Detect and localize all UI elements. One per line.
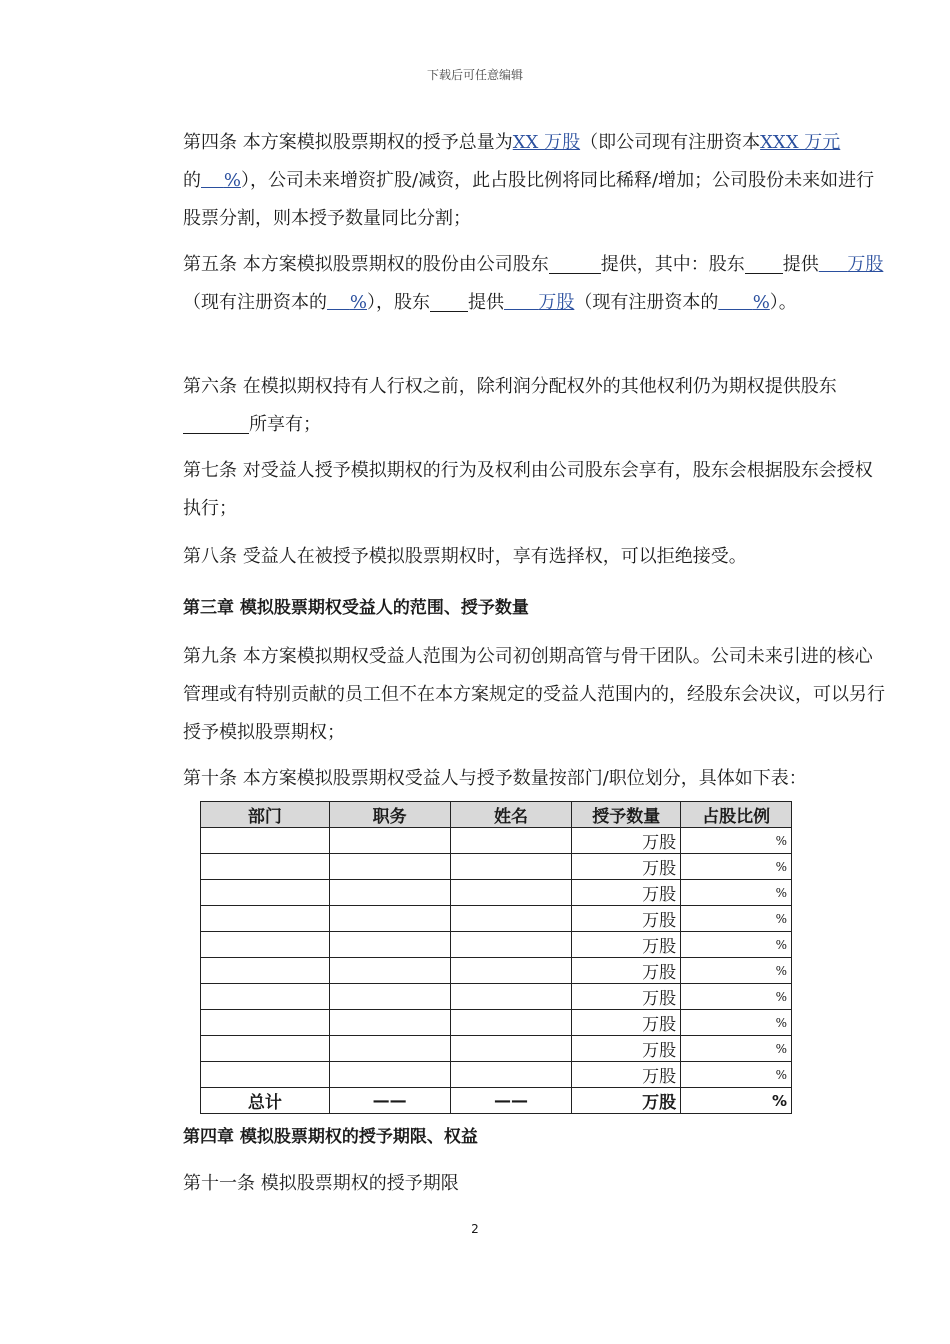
article-11: 第十一条 模拟股票期权的授予期限 [183, 1173, 459, 1194]
quantity-cell[interactable]: 万股 [572, 932, 681, 958]
table-header-row [201, 802, 792, 828]
article-10: 第十条 本方案模拟股票期权受益人与授予数量按部门/职位划分，具体如下表： [183, 768, 807, 789]
department-cell[interactable] [201, 932, 330, 958]
pct-a-blank[interactable]: % [349, 292, 367, 313]
table-row [201, 854, 792, 880]
table-row [201, 984, 792, 1010]
ratio-cell[interactable]: % [681, 906, 792, 932]
ratio-cell[interactable]: % [681, 932, 792, 958]
col-grant-quantity: 授予数量 [572, 802, 681, 828]
position-cell[interactable] [329, 880, 450, 906]
quantity-cell[interactable]: 万股 [572, 958, 681, 984]
name-cell[interactable] [450, 906, 572, 932]
department-cell[interactable] [201, 906, 330, 932]
table-row [201, 932, 792, 958]
department-cell[interactable] [201, 828, 330, 854]
page-header: 下载后可任意编辑 [426, 68, 523, 82]
position-cell[interactable] [329, 958, 450, 984]
page-number: 2 [471, 1222, 479, 1236]
total-shares-link[interactable]: XX 万股 [512, 132, 581, 153]
percentage-blank[interactable]: % [223, 170, 241, 191]
total-position-dash: —— [329, 1088, 450, 1114]
article-5: 第五条 本方案模拟股票期权的股份由公司股东 提供，其中：股东 提供 万股（现有注册资本的 %），股东 提供 万股（现有注册资本的 %）。 [145, 246, 888, 322]
department-cell[interactable] [201, 1036, 330, 1062]
department-cell[interactable] [201, 1010, 330, 1036]
position-cell[interactable] [329, 854, 450, 880]
quantity-cell[interactable]: 万股 [572, 1010, 681, 1036]
shareholder-a-blank[interactable] [745, 251, 783, 274]
table-row [201, 828, 792, 854]
quantity-cell[interactable]: 万股 [572, 1036, 681, 1062]
quantity-cell[interactable]: 万股 [572, 1062, 681, 1088]
table-row [201, 1062, 792, 1088]
name-cell[interactable] [450, 1036, 572, 1062]
name-cell[interactable] [450, 1062, 572, 1088]
department-cell[interactable] [201, 854, 330, 880]
article-7: 第七条 对受益人授予模拟期权的行为及权利由公司股东会享有，股东会根据股东会授权执行； [183, 460, 873, 519]
ratio-cell[interactable]: % [681, 1062, 792, 1088]
total-ratio-cell[interactable]: % [681, 1088, 792, 1114]
name-cell[interactable] [450, 854, 572, 880]
shareholder-b-blank[interactable] [430, 289, 468, 312]
registered-capital-link[interactable]: XXX 万元 [760, 132, 841, 153]
option-shareholder-blank[interactable] [183, 411, 249, 434]
name-cell[interactable] [450, 880, 572, 906]
name-cell[interactable] [450, 958, 572, 984]
quantity-cell[interactable]: 万股 [572, 854, 681, 880]
shareholder-blank[interactable] [549, 251, 601, 274]
total-label: 总计 [201, 1088, 330, 1114]
position-cell[interactable] [329, 932, 450, 958]
position-cell[interactable] [329, 984, 450, 1010]
name-cell[interactable] [450, 828, 572, 854]
article-6: 第六条 在模拟期权持有人行权之前，除利润分配权外的其他权利仍为期权提供股东所享有； [183, 376, 837, 435]
department-cell[interactable] [201, 984, 330, 1010]
position-cell[interactable] [329, 1010, 450, 1036]
department-cell[interactable] [201, 880, 330, 906]
grant-allocation-table [200, 801, 792, 1114]
position-cell[interactable] [329, 828, 450, 854]
ratio-cell[interactable]: % [681, 1036, 792, 1062]
table-row [201, 958, 792, 984]
ratio-cell[interactable]: % [681, 854, 792, 880]
department-cell[interactable] [201, 958, 330, 984]
table-row [201, 1010, 792, 1036]
quantity-cell[interactable]: 万股 [572, 880, 681, 906]
table-row [201, 906, 792, 932]
position-cell[interactable] [329, 1036, 450, 1062]
ratio-cell[interactable]: % [681, 1010, 792, 1036]
col-share-ratio: 占股比例 [681, 802, 792, 828]
shares-a-blank[interactable]: 万股 [847, 254, 884, 275]
table-row [201, 1036, 792, 1062]
ratio-cell[interactable]: % [681, 958, 792, 984]
total-name-dash: —— [450, 1088, 572, 1114]
quantity-cell[interactable]: 万股 [572, 828, 681, 854]
article-8: 第八条 受益人在被授予模拟股票期权时，享有选择权，可以拒绝接受。 [183, 546, 747, 567]
chapter-3-heading: 第三章 模拟股票期权受益人的范围、授予数量 [183, 598, 529, 618]
col-name: 姓名 [450, 802, 572, 828]
col-department: 部门 [201, 802, 330, 828]
pct-b-blank[interactable]: % [752, 292, 770, 313]
article-4: 第四条 本方案模拟股票期权的授予总量为XX 万股（即公司现有注册资本XXX 万元的 %），公司未来增资扩股/减资，此占股比例将同比稀释/增加；公司股份未来如进行股票分割，则本授予数量同比分割； [183, 132, 875, 229]
position-cell[interactable] [329, 1062, 450, 1088]
name-cell[interactable] [450, 932, 572, 958]
department-cell[interactable] [201, 1062, 330, 1088]
name-cell[interactable] [450, 1010, 572, 1036]
col-position: 职务 [329, 802, 450, 828]
position-cell[interactable] [329, 906, 450, 932]
table-row [201, 880, 792, 906]
total-quantity-cell[interactable]: 万股 [572, 1088, 681, 1114]
chapter-4-heading: 第四章 模拟股票期权的授予期限、权益 [183, 1127, 478, 1147]
shares-b-blank[interactable]: 万股 [538, 292, 575, 313]
quantity-cell[interactable]: 万股 [572, 984, 681, 1010]
quantity-cell[interactable]: 万股 [572, 906, 681, 932]
ratio-cell[interactable]: % [681, 828, 792, 854]
ratio-cell[interactable]: % [681, 880, 792, 906]
article-9: 第九条 本方案模拟期权受益人范围为公司初创期高管与骨干团队。公司未来引进的核心管理或有特别贡献的员工但不在本方案规定的受益人范围内的，经股东会决议，可以另行授予模拟股票期权； [183, 646, 885, 743]
name-cell[interactable] [450, 984, 572, 1010]
ratio-cell[interactable]: % [681, 984, 792, 1010]
table-total-row [201, 1088, 792, 1114]
